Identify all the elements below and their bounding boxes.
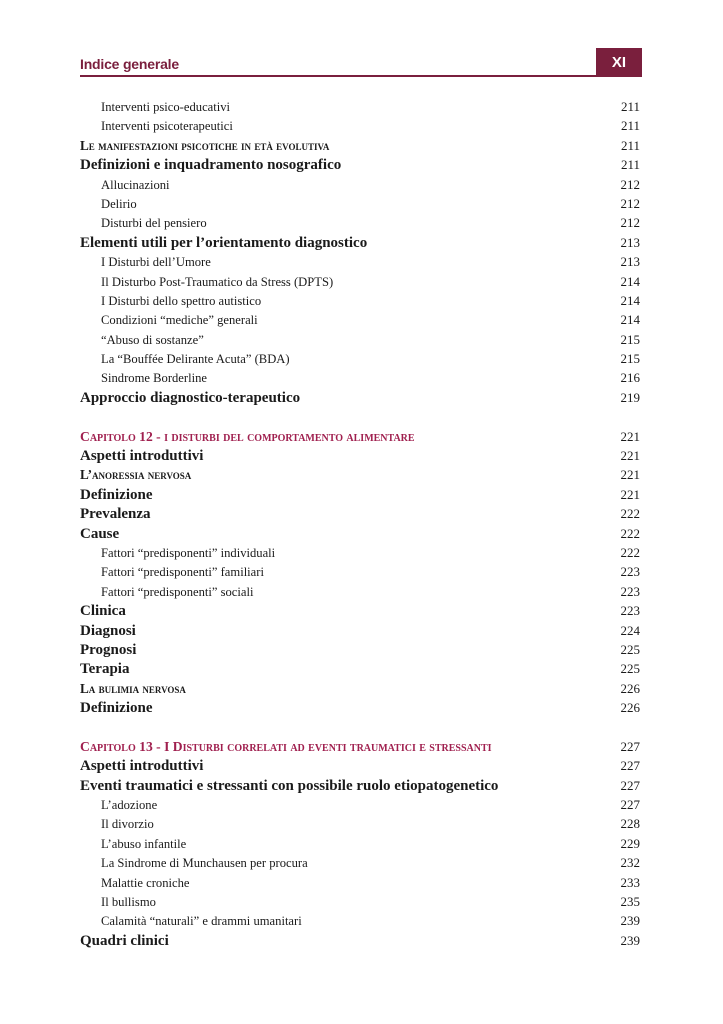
- toc-entry-page: 215: [620, 351, 640, 367]
- toc-entry-page: 221: [620, 486, 640, 502]
- toc-topic-entry: [80, 136, 640, 155]
- toc-section-entry: [80, 485, 640, 504]
- toc-subsection-entry: [80, 349, 640, 368]
- toc-section-entry: [80, 698, 640, 717]
- section-gap: [80, 407, 640, 426]
- section-gap: [80, 718, 640, 737]
- toc-entry-page: 221: [620, 448, 640, 464]
- toc-entry-title: Aspetti introduttivi: [80, 448, 204, 465]
- toc-subsection-entry: [80, 873, 640, 892]
- toc-chapter-entry: [80, 737, 640, 756]
- toc-subsection-entry: [80, 291, 640, 310]
- toc-subsection-entry: [80, 330, 640, 349]
- toc-entry-title: Condizioni “mediche” generali: [101, 313, 258, 328]
- toc-entry-page: 212: [620, 215, 640, 231]
- toc-entry-title: Disturbi del pensiero: [101, 216, 207, 231]
- header-rule: [80, 75, 642, 77]
- page-number: XI: [611, 54, 627, 71]
- toc-section-entry: [80, 388, 640, 407]
- toc-subsection-entry: [80, 116, 640, 135]
- toc-entry-page: 223: [620, 603, 640, 619]
- toc-section-entry: [80, 524, 640, 543]
- toc-subsection-entry: [80, 834, 640, 853]
- toc-entry-page: 221: [620, 467, 640, 483]
- toc-entry-page: 228: [620, 816, 640, 832]
- toc-entry-page: 211: [620, 137, 640, 153]
- toc-subsection-entry: [80, 175, 640, 194]
- toc-subsection-entry: [80, 911, 640, 930]
- toc-subsection-entry: [80, 582, 640, 601]
- toc-section-entry: [80, 601, 640, 620]
- toc-entry-title: Approccio diagnostico-terapeutico: [80, 389, 301, 406]
- toc-entry-page: 211: [620, 118, 640, 134]
- toc-entry-page: 227: [620, 777, 640, 793]
- toc-entry-page: 226: [620, 700, 640, 716]
- toc-entry-page: 222: [620, 506, 640, 522]
- toc-entry-title: Clinica: [80, 603, 126, 620]
- toc-subsection-entry: [80, 213, 640, 232]
- toc-subsection-entry: [80, 853, 640, 872]
- toc-section-entry: [80, 640, 640, 659]
- toc-entry-title: Terapia: [80, 661, 130, 678]
- toc-entry-page: 232: [620, 855, 640, 871]
- toc-subsection-entry: [80, 368, 640, 387]
- toc-subsection-entry: [80, 310, 640, 329]
- toc-entry-page: 211: [620, 99, 640, 114]
- toc-entry-title: Quadri clinici: [80, 932, 169, 949]
- toc-entry-title: Malattie croniche: [101, 875, 190, 890]
- toc-entry-title: La Sindrome di Munchausen per procura: [101, 856, 308, 871]
- toc-entry-page: 229: [620, 835, 640, 851]
- toc-entry-page: 227: [620, 738, 640, 754]
- toc-entry-page: 224: [620, 622, 640, 638]
- toc-entry-page: 211: [620, 157, 640, 173]
- table-of-contents: [80, 97, 640, 950]
- toc-entry-title: Capitolo 12 - i disturbi del comportamento alimentare: [80, 428, 415, 444]
- running-header-title: Indice generale: [80, 56, 179, 72]
- toc-entry-title: Delirio: [101, 196, 137, 211]
- toc-entry-title: Definizione: [80, 486, 153, 503]
- toc-entry-title: Capitolo 13 - I Disturbi correlati ad eventi traumatici e stressanti: [80, 738, 492, 754]
- toc-entry-title: Fattori “predisponenti” individuali: [101, 545, 276, 560]
- toc-topic-entry: [80, 679, 640, 698]
- toc-entry-page: 239: [620, 932, 640, 948]
- toc-entry-title: Diagnosi: [80, 622, 136, 639]
- toc-section-entry: [80, 155, 640, 174]
- toc-chapter-entry: [80, 427, 640, 446]
- toc-entry-title: Il Disturbo Post-Traumatico da Stress (DPTS): [101, 274, 334, 289]
- toc-entry-page: 221: [620, 428, 640, 444]
- toc-entry-title: L’anoressia nervosa: [80, 467, 192, 483]
- toc-entry-title: Interventi psico-educativi: [101, 100, 231, 114]
- toc-entry-page: 214: [620, 273, 640, 289]
- toc-entry-title: Sindrome Borderline: [101, 371, 207, 386]
- toc-subsection-entry: [80, 194, 640, 213]
- toc-subsection-entry: [80, 543, 640, 562]
- toc-entry-page: 215: [620, 331, 640, 347]
- toc-entry-page: 214: [620, 312, 640, 328]
- toc-entry-title: Calamità “naturali” e drammi umanitari: [101, 914, 302, 929]
- toc-section-entry: [80, 504, 640, 523]
- toc-entry-title: L’adozione: [101, 798, 158, 813]
- toc-entry-page: 222: [620, 525, 640, 541]
- toc-entry-page: 214: [620, 292, 640, 308]
- toc-topic-entry: [80, 465, 640, 484]
- toc-entry-title: Definizioni e inquadramento nosografico: [80, 157, 342, 174]
- toc-entry-title: Allucinazioni: [101, 177, 170, 192]
- toc-entry-title: Fattori “predisponenti” sociali: [101, 584, 254, 599]
- toc-entry-page: 227: [620, 797, 640, 813]
- toc-entry-title: Prevalenza: [80, 506, 151, 523]
- toc-entry-title: L’abuso infantile: [101, 836, 187, 851]
- toc-section-entry: [80, 756, 640, 775]
- toc-entry-page: 235: [620, 894, 640, 910]
- toc-entry-title: I Disturbi dell’Umore: [101, 255, 211, 270]
- toc-entry-title: Il bullismo: [101, 895, 156, 910]
- toc-subsection-entry: [80, 892, 640, 911]
- toc-subsection-entry: [80, 97, 640, 116]
- toc-section-entry: [80, 233, 640, 252]
- toc-entry-page: 225: [620, 661, 640, 677]
- toc-subsection-entry: [80, 252, 640, 271]
- toc-subsection-entry: [80, 795, 640, 814]
- toc-entry-title: Cause: [80, 525, 120, 542]
- toc-subsection-entry: [80, 562, 640, 581]
- toc-section-entry: [80, 776, 640, 795]
- toc-entry-title: Interventi psicoterapeutici: [101, 119, 233, 134]
- toc-entry-page: 223: [620, 583, 640, 599]
- toc-entry-title: La “Bouffée Delirante Acuta” (BDA): [101, 352, 290, 367]
- toc-entry-title: Fattori “predisponenti” familiari: [101, 565, 264, 580]
- toc-entry-title: Eventi traumatici e stressanti con possibile ruolo etiopatogenetico: [80, 777, 499, 794]
- toc-entry-page: 213: [620, 254, 640, 270]
- toc-section-entry: [80, 659, 640, 678]
- toc-entry-title: Definizione: [80, 700, 153, 717]
- toc-entry-page: 216: [620, 370, 640, 386]
- toc-entry-title: Prognosi: [80, 641, 137, 658]
- toc-section-entry: [80, 446, 640, 465]
- toc-entry-page: 213: [620, 234, 640, 250]
- toc-entry-title: Il divorzio: [101, 817, 154, 832]
- toc-entry-title: “Abuso di sostanze”: [101, 332, 204, 347]
- toc-entry-page: 212: [620, 176, 640, 192]
- toc-entry-page: 239: [620, 913, 640, 929]
- toc-entry-page: 227: [620, 758, 640, 774]
- toc-entry-title: Le manifestazioni psicotiche in età evolutiva: [80, 137, 330, 153]
- toc-subsection-entry: [80, 814, 640, 833]
- toc-entry-page: 222: [620, 544, 640, 560]
- toc-section-entry: [80, 621, 640, 640]
- toc-subsection-entry: [80, 272, 640, 291]
- toc-entry-title: Elementi utili per l’orientamento diagnostico: [80, 234, 368, 251]
- page-header: [80, 44, 642, 78]
- toc-section-entry: [80, 931, 640, 950]
- toc-entry-title: I Disturbi dello spettro autistico: [101, 293, 262, 308]
- toc-entry-page: 219: [620, 389, 640, 405]
- toc-entry-title: Aspetti introduttivi: [80, 758, 204, 775]
- toc-entry-page: 225: [620, 641, 640, 657]
- page-number-box: [596, 48, 642, 77]
- toc-entry-page: 233: [620, 874, 640, 890]
- toc-entry-title: La bulimia nervosa: [80, 680, 186, 696]
- toc-entry-page: 223: [620, 564, 640, 580]
- toc-entry-page: 226: [620, 680, 640, 696]
- toc-entry-page: 212: [620, 195, 640, 211]
